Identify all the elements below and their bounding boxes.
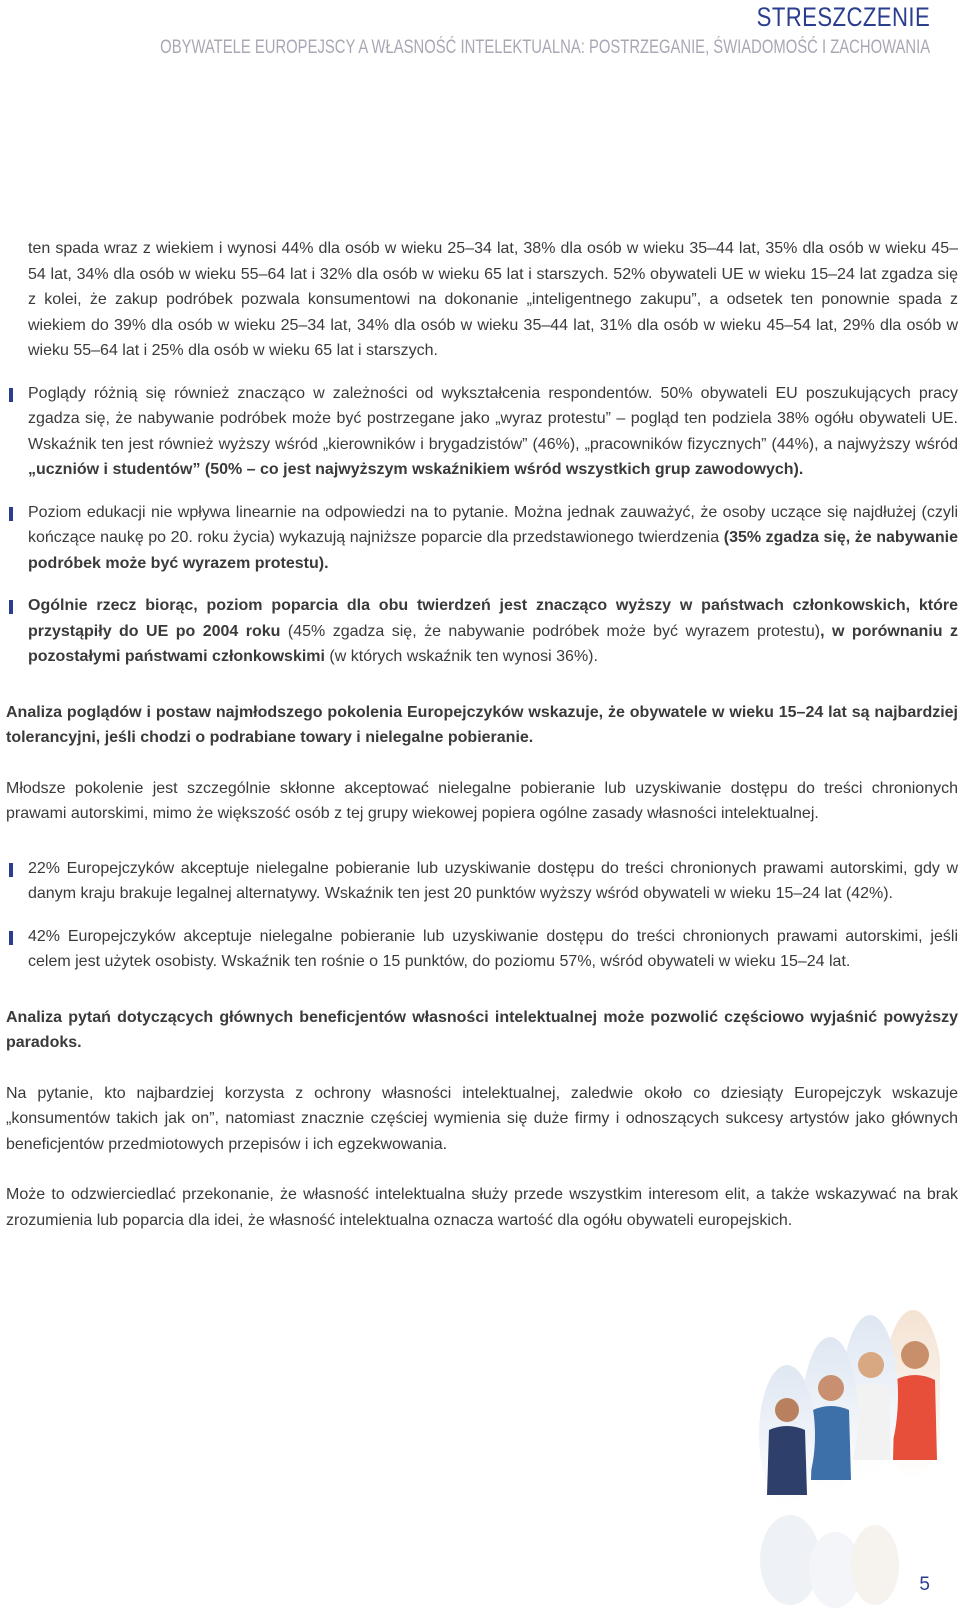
bullet-text: Poziom edukacji nie wpływa linearnie na odpowiedzi na to pytanie. Można jednak zauważyć, że osoby uczące się najdłużej (czyli kończące naukę po 20. roku życia) wykazują najniższe poparcie dla przedstawionego twierdzenia: [28, 503, 958, 546]
bullet-bold: , w porównaniu z pozostałymi państwami członkowskimi: [28, 622, 958, 665]
bullet-education-level: [28, 500, 958, 577]
bullet-legal-alternative: 22% Europejczyków akceptuje nielegalne pobieranie lub uzyskiwanie dostępu do treści chronionych prawami autorskimi, gdy w danym kraju brakuje legalnej alternatywy. Wskaźnik ten jest 20 punktów wyższy wśród obywateli w wieku 15–24 lat (42%).: [28, 856, 958, 907]
bullet-text: (45% zgadza się, że nabywanie podróbek może być wyrazem protestu): [280, 622, 821, 640]
paragraph-elites: Może to odzwierciedlać przekonanie, że własność intelektualna służy przede wszystkim interesom elit, a także wskazywać na brak zrozumienia lub poparcia dla idei, że własność intelektualna oznacza wartość dla ogółu obywateli europejskich.: [6, 1186, 958, 1229]
bullet-education-views: [28, 381, 958, 483]
section-heading-young-generation: Analiza poglądów i postaw najmłodszego pokolenia Europejczyków wskazuje, że obywatele w wieku 15–24 lat są najbardziej tolerancyjni, jeśli chodzi o podrabiane towary i nielegalne pobieranie.: [6, 703, 958, 746]
paragraph-beneficiaries: Na pytanie, kto najbardziej korzysta z ochrony własności intelektualnej, zaledwie około co dziesiąty Europejczyk wskazuje „konsumentów takich jak on”, natomiast znacznie częściej wymienia się duże firmy i odnoszących sukcesy artystów jako głównych beneficjentów przedmiotowych przepisów i ich egzekwowania.: [6, 1084, 958, 1153]
bullet-member-states: [28, 593, 958, 670]
bullet-bold: Ogólnie rzecz biorąc, poziom poparcia dla obu twierdzeń jest znacząco wyższy w państwach członkowskich, które przystąpiły do UE po 2004 roku: [28, 597, 958, 640]
page-number: 5: [919, 1574, 930, 1595]
page-title: STRESZCZENIE: [756, 2, 930, 32]
bullet-personal-use: 42% Europejczyków akceptuje nielegalne pobieranie lub uzyskiwanie dostępu do treści chronionych prawami autorskimi, jeśli celem jest użytek osobisty. Wskaźnik ten rośnie o 15 punktów, do poziomu 57%, wśród obywateli w wieku 15–24 lat.: [28, 924, 958, 975]
main-content: [6, 236, 958, 1250]
photo-collage-image: [755, 1310, 940, 1610]
section-heading-beneficiaries: Analiza pytań dotyczących głównych beneficjentów własności intelektualnej może pozwolić częściowo wyjaśnić powyższy paradoks.: [6, 1008, 958, 1051]
bullet-text: (w których wskaźnik ten wynosi 36%).: [324, 648, 598, 665]
bullet-bold: „uczniów i studentów” (50% – co jest najwyższym wskaźnikiem wśród wszystkich grup zawodowych).: [28, 461, 804, 478]
paragraph-young-generation: Młodsze pokolenie jest szczególnie skłonne akceptować nielegalne pobieranie lub uzyskiwanie dostępu do treści chronionych prawami autorskimi, mimo że większość osób z tej grupy wiekowej popiera ogólne zasady własności intelektualnej.: [6, 779, 958, 822]
page-subtitle: OBYWATELE EUROPEJSCY A WŁASNOŚĆ INTELEKTUALNA: POSTRZEGANIE, ŚWIADOMOŚĆ I ZACHOWANIA: [160, 37, 930, 58]
page-header: [0, 0, 930, 59]
paragraph-age-stats: ten spada wraz z wiekiem i wynosi 44% dla osób w wieku 25–34 lat, 38% dla osób w wieku 35–44 lat, 35% dla osób w wieku 45–54 lat, 34% dla osób w wieku 55–64 lat i 32% dla osób w wieku 65 lat i starszych. 52% obywateli UE w wieku 15–24 lat zgadza się z kolei, że zakup podróbek pozwala konsumentowi na dokonanie „inteligentnego zakupu”, a odsetek ten ponownie spada z wiekiem do 39% dla osób w wieku 25–34 lat, 34% dla osób w wieku 35–44 lat, 31% dla osób w wieku 45–54 lat, 29% dla osób w wieku 55–64 lat i 25% dla osób w wieku 65 lat i starszych.: [28, 240, 958, 359]
people-photo-collage: [755, 1310, 940, 1610]
bullet-text: Poglądy różnią się również znacząco w zależności od wykształcenia respondentów. 50% obywateli EU poszukujących pracy zgadza się, że nabywanie podróbek może być postrzegane jako „wyraz protestu” – pogląd ten podziela 38% ogółu obywateli UE. Wskaźnik ten jest również wyższy wśród „kierowników i brygadzistów” (46%), „pracowników fizycznych” (44%), a najwyższy wśród: [28, 384, 958, 453]
bullet-bold: (35% zgadza się, że nabywanie podróbek może być wyrazem protestu).: [28, 529, 958, 572]
